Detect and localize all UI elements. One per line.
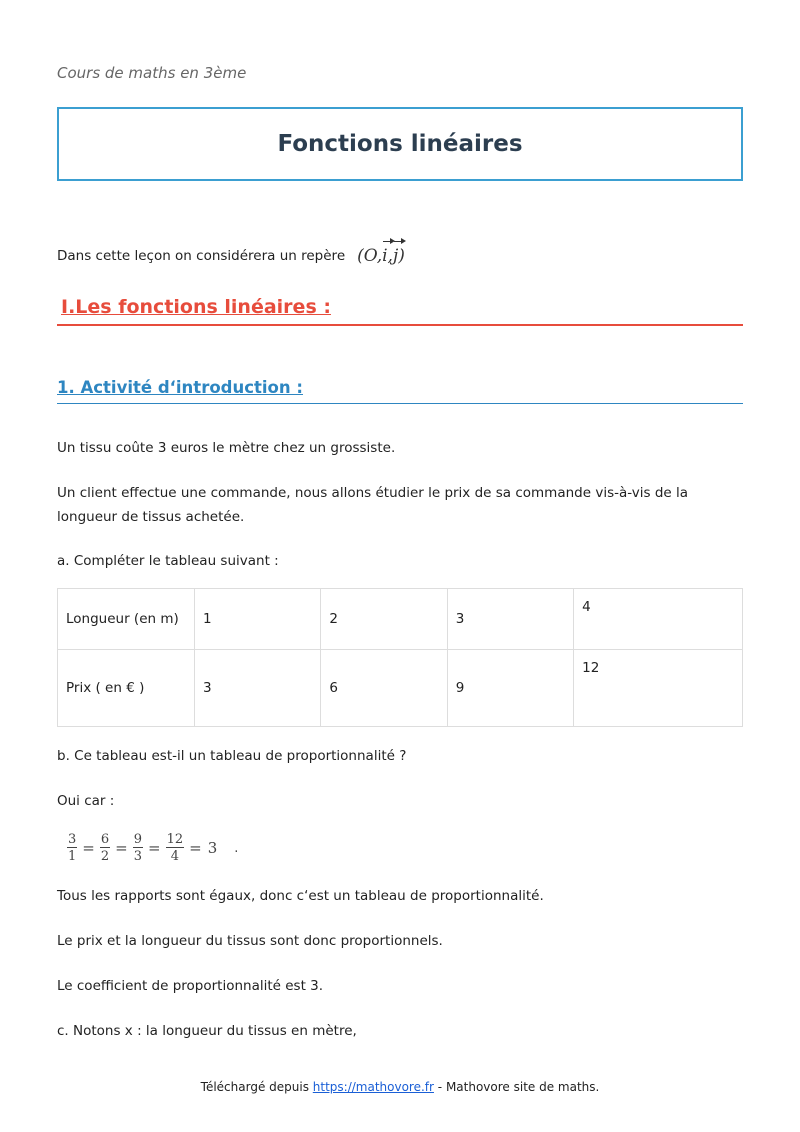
repere-formula (357, 246, 405, 266)
intro-text: Dans cette leçon on considérera un repère (57, 248, 346, 264)
table-cell: 9 (447, 650, 573, 727)
section-heading-text: I.Les fonctions linéaires : (61, 296, 331, 318)
fraction-numerator: 9 (133, 832, 142, 847)
subsection-heading (57, 378, 743, 404)
table-cell: 1 (195, 589, 321, 650)
table-row (58, 650, 743, 727)
footer-link[interactable]: https://mathovore.fr (312, 1080, 434, 1094)
fraction (100, 833, 110, 863)
footer (0, 1080, 800, 1094)
equals-sign: = (115, 839, 128, 857)
fraction (67, 833, 77, 863)
equals-sign: = (82, 839, 95, 857)
section-heading (57, 296, 743, 326)
paragraph-oui-car: Oui car : (57, 793, 115, 809)
table-cell: 2 (321, 589, 447, 650)
table-cell: 6 (321, 650, 447, 727)
paragraph-question-a: a. Compléter le tableau suivant : (57, 553, 279, 569)
fraction-numerator: 12 (166, 832, 184, 847)
proportion-table (57, 588, 743, 727)
fraction-denominator: 4 (170, 849, 179, 864)
fraction (133, 833, 143, 863)
table-cell: 3 (195, 650, 321, 727)
equation-result: 3 (207, 839, 218, 857)
subsection-heading-text: 1. Activité d‘introduction : (57, 378, 303, 397)
table-cell: 3 (447, 589, 573, 650)
equation-period: . (234, 840, 239, 856)
repere-close: ) (398, 246, 405, 266)
equals-sign: = (189, 839, 202, 857)
title-box (57, 107, 743, 181)
intro-line (57, 246, 405, 266)
table-cell: Prix ( en € ) (58, 650, 195, 727)
footer-prefix: Téléchargé depuis (200, 1080, 309, 1094)
table-cell: 12 (574, 650, 743, 727)
page-title: Fonctions linéaires (277, 131, 523, 157)
fraction-denominator: 1 (68, 849, 77, 864)
repere-open: (O, (357, 246, 383, 266)
paragraph-client: Un client effectue une commande, nous allons étudier le prix de sa commande vis-à-vis de la longueur de tissus achetée. (57, 485, 689, 525)
table-cell: Longueur (en m) (58, 589, 195, 650)
ratio-equation (65, 833, 238, 863)
paragraph-price: Un tissu coûte 3 euros le mètre chez un grossiste. (57, 440, 396, 456)
equals-sign: = (148, 839, 161, 857)
repere-sep: , (387, 246, 393, 266)
paragraph-proportional: Le prix et la longueur du tissus sont donc proportionnels. (57, 933, 443, 949)
fraction-numerator: 6 (100, 832, 110, 847)
vector-j: j (392, 246, 399, 266)
fraction (166, 833, 185, 863)
vector-i: i (382, 246, 388, 266)
course-label: Cours de maths en 3ème (57, 64, 247, 82)
table-cell: 4 (574, 589, 743, 650)
fraction-numerator: 3 (68, 832, 77, 847)
fraction-denominator: 2 (100, 849, 110, 864)
fraction-denominator: 3 (133, 849, 142, 864)
table-row (58, 589, 743, 650)
paragraph-ratios-equal: Tous les rapports sont égaux, donc c‘est un tableau de proportionnalité. (57, 888, 544, 904)
paragraph-coefficient: Le coefficient de proportionnalité est 3. (57, 978, 324, 994)
footer-suffix: - Mathovore site de maths. (437, 1080, 600, 1094)
paragraph-question-b: b. Ce tableau est-il un tableau de proportionnalité ? (57, 748, 407, 764)
paragraph-question-c: c. Notons x : la longueur du tissus en mètre, (57, 1023, 357, 1039)
